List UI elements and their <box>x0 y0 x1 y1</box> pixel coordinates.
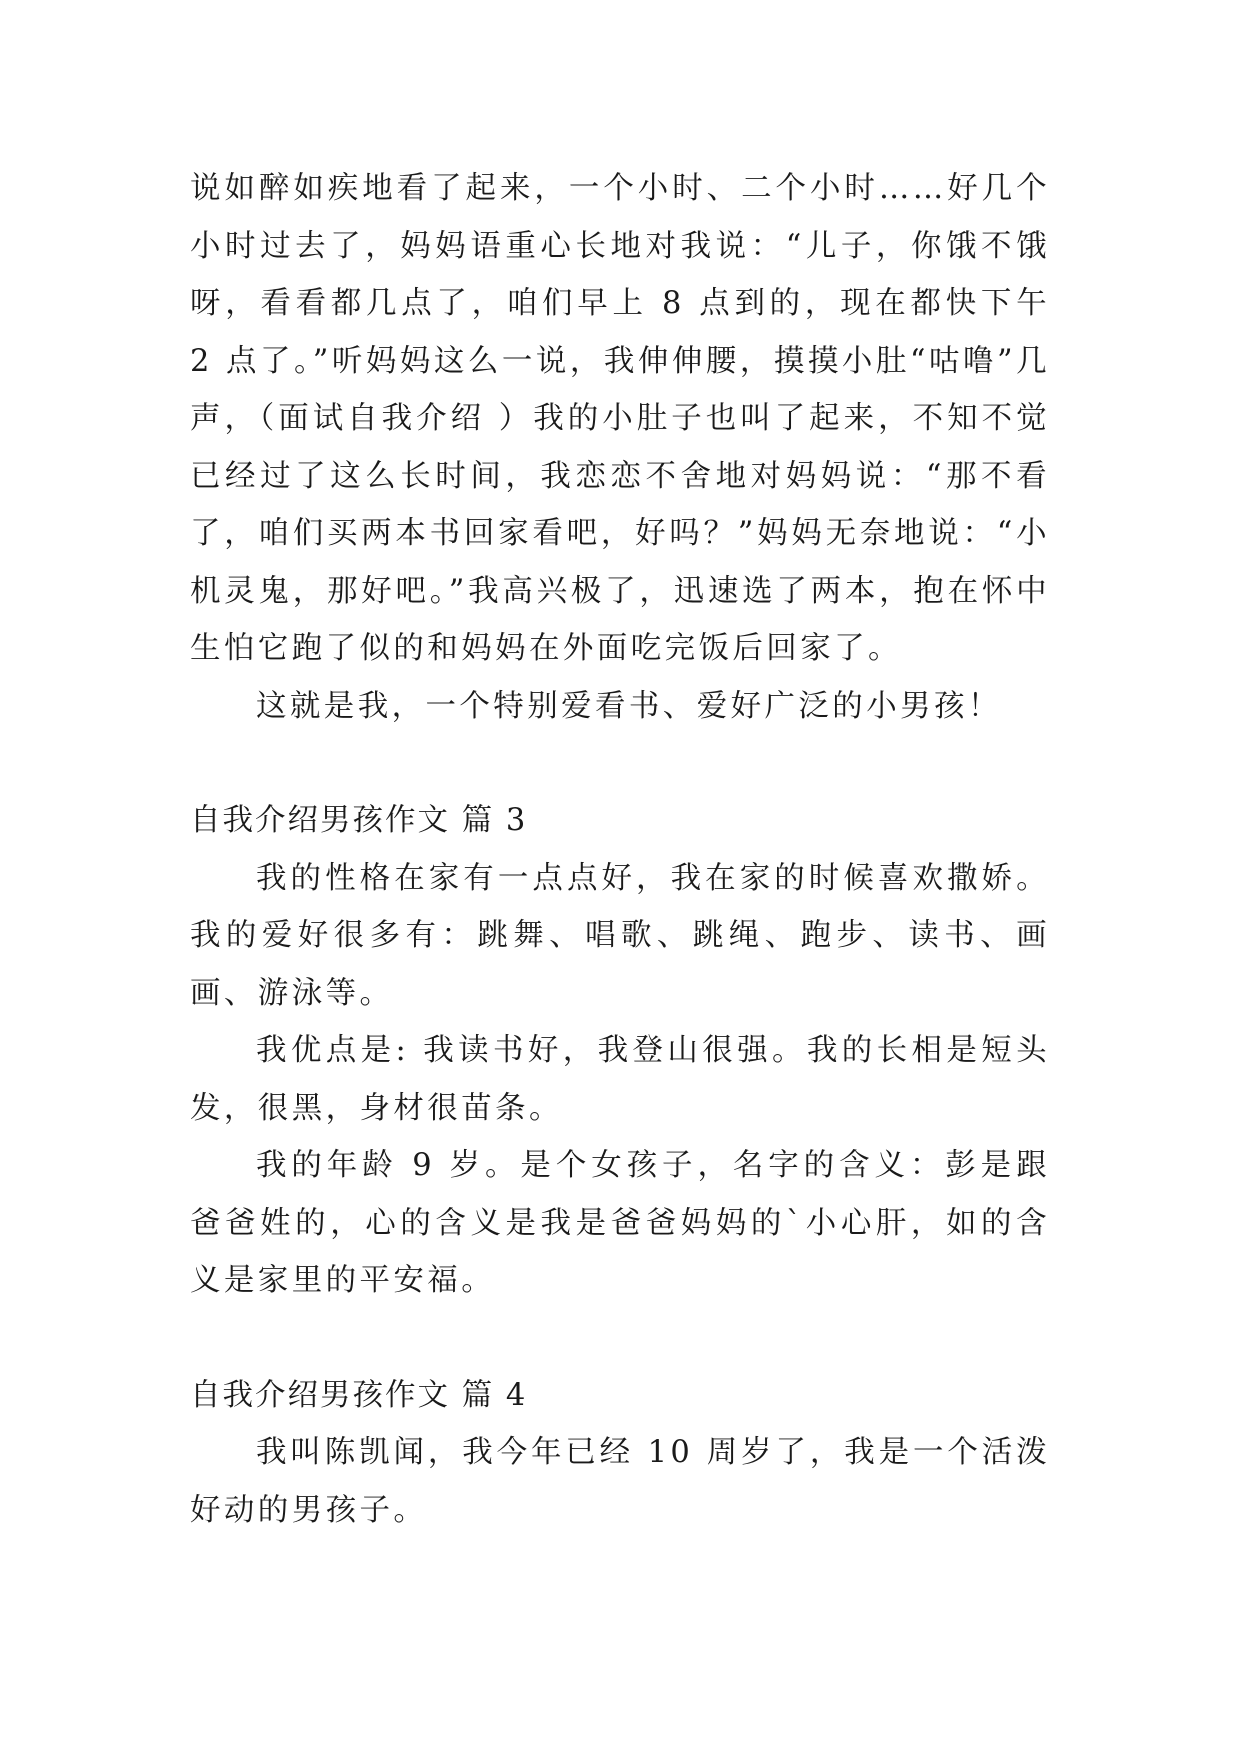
body-paragraph: 说如醉如疾地看了起来，一个小时、二个小时……好几个小时过去了，妈妈语重心长地对我说：“儿子，你饿不饿呀，看看都几点了，咱们早上 8 点到的，现在都快下午 2 点了。”听妈妈这么一说，我伸伸腰，摸摸小肚“咕噜”几声，（面试自我介绍 ）我的小肚子也叫了起来，不知不觉已经过了这么长时间，我恋恋不舍地对妈妈说：“那不看了，咱们买两本书回家看吧，好吗？”妈妈无奈地说：“小机灵鬼，那好吧。”我高兴极了，迅速选了两本，抱在怀中生怕它跑了似的和妈妈在外面吃完饭后回家了。 <box>190 171 1050 666</box>
body-paragraph: 我优点是: 我读书好，我登山很强。我的长相是短头发，很黑，身材很苗条。 <box>190 1033 1050 1126</box>
section-spacer <box>190 735 1050 792</box>
body-paragraph: 我叫陈凯闻，我今年已经 10 周岁了，我是一个活泼好动的男孩子。 <box>190 1435 1050 1528</box>
body-paragraph: 我的年龄 9 岁。是个女孩子，名字的含义：彭是跟爸爸姓的，心的含义是我是爸爸妈妈的`小心肝，如的含义是家里的平安福。 <box>190 1148 1050 1298</box>
document-body <box>190 160 1050 1539</box>
body-paragraph: 这就是我，一个特别爱看书、爱好广泛的小男孩！ <box>256 688 1002 724</box>
section-spacer <box>190 1310 1050 1367</box>
body-paragraph: 我的性格在家有一点点好，我在家的时候喜欢撒娇。我的爱好很多有：跳舞、唱歌、跳绳、跑步、读书、画画、游泳等。 <box>190 860 1050 1011</box>
section-heading: 自我介绍男孩作文 篇 3 <box>190 803 528 838</box>
section-heading: 自我介绍男孩作文 篇 4 <box>190 1377 528 1413</box>
